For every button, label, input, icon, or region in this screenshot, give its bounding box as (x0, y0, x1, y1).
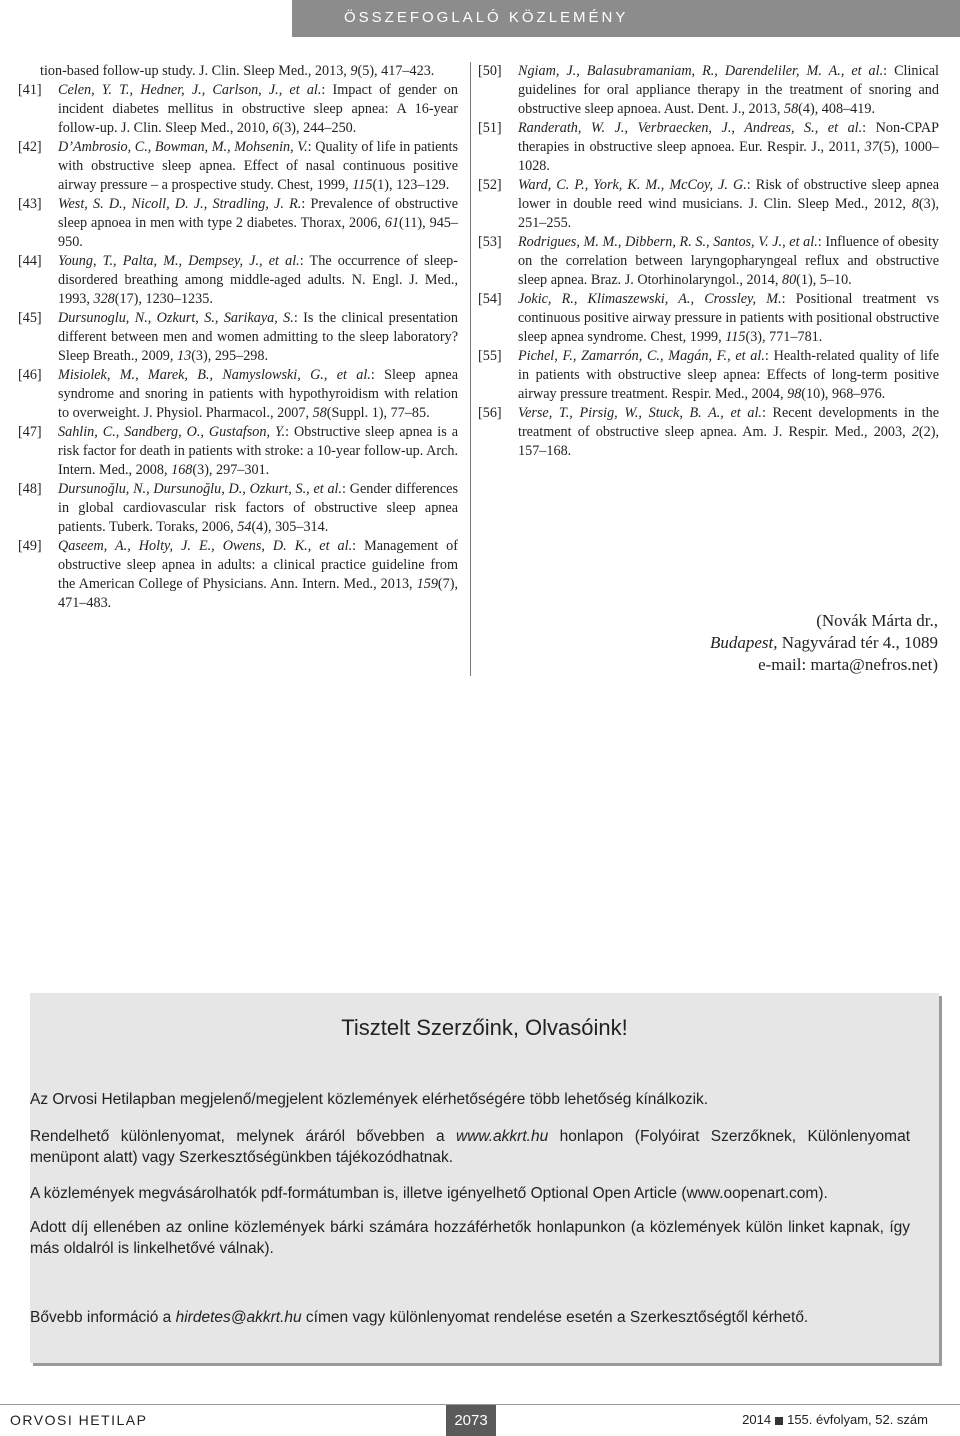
notice-box (30, 993, 939, 1363)
footer-issue: 155. évfolyam, 52. szám (787, 1412, 928, 1427)
reference-46: [46] Misiolek, M., Marek, B., Namyslowski, G., et al.: Sleep apnea syndrome and snoring in patients with hypothyroidism with relation to overweight. J. Physiol. Pharmacol., 2007, 58(Suppl. 1), 77–85. (18, 367, 458, 421)
author-signature (710, 610, 938, 676)
reference-42: [42] D’Ambrosio, C., Bowman, M., Mohsenin, V.: Quality of life in patients with obstructive sleep apnea. Effect of nasal continuous positive airway pressure – a prospective study. Chest, 1999, 115(1), 123–129. (18, 139, 458, 193)
reference-43: [43] West, S. D., Nicoll, D. J., Stradling, J. R.: Prevalence of obstructive sleep apnoea in men with type 2 diabetes. Thorax, 2006, 61(11), 945–950. (18, 196, 458, 250)
references-right-column (478, 62, 940, 461)
reference-51: [51] Randerath, W. J., Verbraecken, J., Andreas, S., et al.: Non-CPAP therapies in obstructive sleep apnoea. Eur. Respir. J., 2011, 37(5), 1000–1028. (478, 120, 940, 174)
reference-49: [49] Qaseem, A., Holty, J. E., Owens, D. K., et al.: Management of obstructive sleep apnea in adults: a clinical practice guideline from the American College of Physicians. Ann. Intern. Med., 2013, 159(7), 471–483. (18, 538, 458, 611)
reference-47: [47] Sahlin, C., Sandberg, O., Gustafson, Y.: Obstructive sleep apnea is a risk factor for death in patients with stroke: a 10-year follow-up. Arch. Intern. Med., 2008, 168(3), 297–301. (18, 424, 458, 478)
footer-year: 2014 (742, 1412, 772, 1427)
akkrt-link[interactable]: www.akkrt.hu (456, 1128, 549, 1145)
author-name: (Novák Márta dr., (816, 611, 938, 630)
reference-continuation: tion-based follow-up study. J. Clin. Sleep Med., 2013, 9(5), 417–423. (40, 63, 435, 79)
reference-45: [45] Dursunoglu, N., Ozkurt, S., Sarikaya, S.: Is the clinical presentation different between men and women admitting to the sleep laboratory? Sleep Breath., 2009, 13(3), 295–298. (18, 310, 458, 364)
column-divider (470, 62, 471, 676)
reference-53: [53] Rodrigues, M. M., Dibbern, R. S., Santos, V. J., et al.: Influence of obesity on the correlation between laryngopharyngeal reflux and obstructive sleep apnea. Braz. J. Otorhinolaryngol., 2014, 80(1), 5–10. (478, 234, 939, 288)
header-bar (292, 0, 960, 37)
author-address: Budapest, Nagyvárad tér 4., 1089 (709, 633, 938, 652)
reference-50: [50] Ngiam, J., Balasubramaniam, R., Darendeliler, M. A., et al.: Clinical guidelines for oral appliance therapy in the treatment of snoring and obstructive sleep apnoea. Aust. Dent. J., 2013, 58(4), 408–419. (478, 63, 939, 117)
reference-55: [55] Pichel, F., Zamarrón, C., Magán, F., et al.: Health-related quality of life in patients with obstructive sleep apnea: Effects of long-term positive airway pressure treatment. Respir. Med., 2004, 98(10), 968–976. (478, 348, 939, 402)
author-email: e-mail: marta@nefros.net) (758, 655, 938, 674)
reference-56: [56] Verse, T., Pirsig, W., Stuck, B. A., et al.: Recent developments in the treatment of obstructive sleep apnea. Am. J. Respir. Med., 2003, 2(2), 157–168. (478, 405, 939, 459)
notice-paragraph-1: Az Orvosi Hetilapban megjelenő/megjelent közlemények elérhetőségére több lehetőség kínálkozik. (30, 1091, 709, 1108)
reference-41: [41] Celen, Y. T., Hedner, J., Carlson, J., et al.: Impact of gender on incident diabetes mellitus in obstructive sleep apnea: A 16-year follow-up. J. Clin. Sleep Med., 2010, 6(3), 244–250. (18, 82, 458, 136)
notice-title: Tisztelt Szerzőink, Olvasóink! (341, 1015, 628, 1040)
notice-paragraph-3: A közlemények megvásárolhatók pdf-formátumban is, illetve igényelhető Optional Open Article (www.oopenart.com). (30, 1185, 828, 1202)
notice-paragraph-5: Bővebb információ a hirdetes@akkrt.hu címen vagy különlenyomat rendelése esetén a Szerkesztőségtől kérhető. (30, 1309, 809, 1326)
square-bullet-icon (775, 1417, 783, 1425)
references-left-column (18, 62, 459, 613)
journal-name: ORVOSI HETILAP (10, 1412, 148, 1428)
page-number: 2073 (446, 1405, 496, 1436)
hirdetes-email-link[interactable]: hirdetes@akkrt.hu (175, 1309, 302, 1326)
reference-54: [54] Jokic, R., Klimaszewski, A., Crossley, M.: Positional treatment vs continuous positive airway pressure in patients with positional obstructive sleep apnea syndrome. Chest, 1999, 115(3), 771–781. (478, 291, 940, 345)
notice-paragraph-2: Rendelhető különlenyomat, melynek áráról bővebben a www.akkrt.hu honlapon (Folyóirat Szerzőknek, Különlenyomat menüpont alatt) vagy Szerkesztőségünkben tájékozódhatnak. (30, 1128, 911, 1166)
section-title: ÖSSZEFOGLALÓ KÖZLEMÉNY (344, 9, 629, 26)
reference-44: [44] Young, T., Palta, M., Dempsey, J., et al.: The occurrence of sleep-disordered breathing among middle-aged adults. N. Engl. J. Med., 1993, 328(17), 1230–1235. (18, 253, 459, 307)
issue-info (742, 1412, 928, 1427)
reference-48: [48] Dursunoğlu, N., Dursunoğlu, D., Ozkurt, S., et al.: Gender differences in global cardiovascular risk factors of obstructive sleep apnea patients. Tuberk. Toraks, 2006, 54(4), 305–314. (18, 481, 458, 535)
notice-paragraph-4: Adott díj ellenében az online közlemények bárki számára hozzáférhetők honlapunkon (a közlemények külön linket kapnak, így más oldalról is linkelhetővé válnak). (30, 1219, 910, 1257)
reference-52: [52] Ward, C. P., York, K. M., McCoy, J. G.: Risk of obstructive sleep apnea lower in double reed wind musicians. J. Clin. Sleep Med., 2012, 8(3), 251–255. (478, 177, 939, 231)
